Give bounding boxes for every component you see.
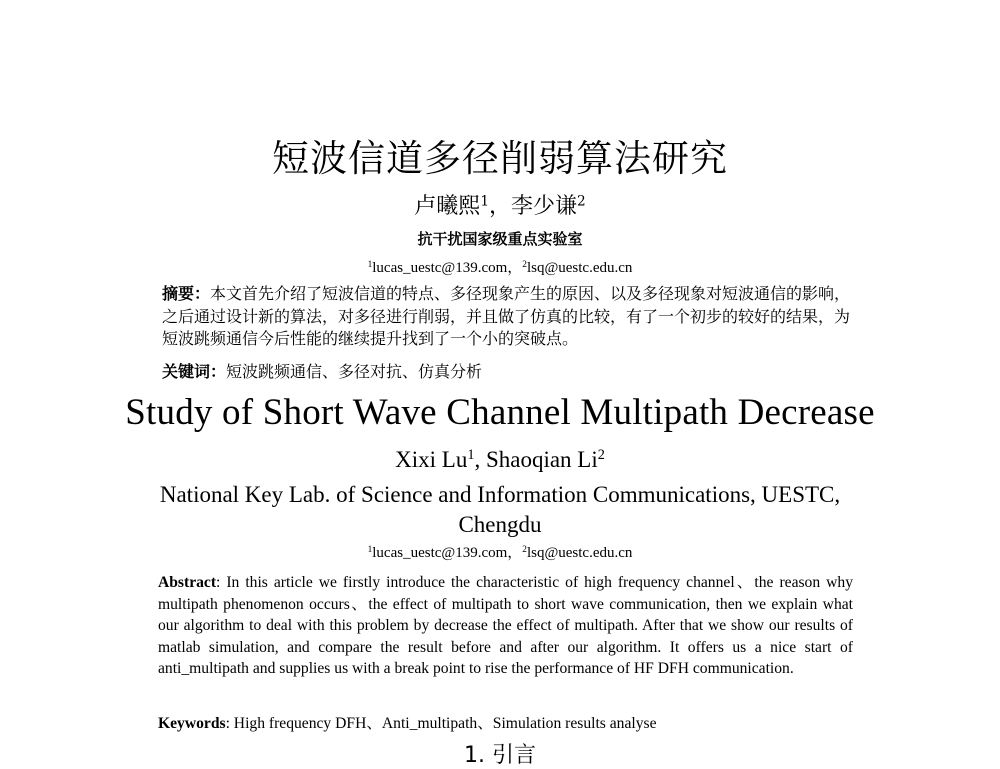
section-heading-introduction: 1. 引言 [464, 743, 536, 768]
chinese-emails [0, 256, 1000, 277]
english-author-1-sup: 1 [467, 447, 475, 464]
english-email-1-sup: 1 [367, 544, 373, 555]
chinese-affiliation: 抗干扰国家级重点实验室 [417, 230, 583, 248]
chinese-email-1: lucas_uestc@139.com， [372, 260, 523, 276]
chinese-keywords-text: 短波跳频通信、多径对抗、仿真分析 [226, 362, 483, 381]
chinese-author-1-sup: 1 [480, 193, 489, 210]
english-author-2: Shaoqian Li [485, 447, 598, 472]
chinese-author-separator: ， [488, 194, 511, 219]
english-title: Study of Short Wave Channel Multipath Decrease [125, 392, 875, 433]
chinese-abstract-text: 本文首先介绍了短波信道的特点、多径现象产生的原因、以及多径现象对短波通信的影响，之后通过设计新的算法，对多径进行削弱，并且做了仿真的比较，有了一个初步的较好的结果，为短波跳频通信今后性能的继续提升找到了一个小的突破点。 [162, 284, 851, 348]
english-abstract [158, 572, 853, 680]
english-abstract-text: : In this article we firstly introduce the characteristic of high frequency channel、the reason why multipath phenomenon occurs、the effect of multipath to short wave communication, then we explain what our algorithm to deal with this problem by decrease the effect of multipath. After that we show our results of matlab simulation, and compare the result before and after our algorithm. It offers us a nice start of anti_multipath and supplies us with a break point to rise the performance of HF DFH communication. [158, 574, 853, 677]
english-email-2: lsq@uestc.edu.cn [526, 545, 633, 561]
english-affiliation: National Key Lab. of Science and Information Communications, UESTC, Chengdu [159, 482, 841, 537]
chinese-authors [0, 189, 1000, 220]
english-keywords-text: : High frequency DFH、Anti_multipath、Simulation results analyse [225, 715, 657, 732]
chinese-author-1: 卢曦熙 [414, 194, 481, 219]
english-abstract-label: Abstract [158, 574, 217, 591]
chinese-email-1-sup: 1 [367, 259, 373, 270]
chinese-author-2: 李少谦 [511, 194, 578, 219]
english-email-2-sup: 2 [522, 544, 527, 555]
english-author-1: Xixi Lu [395, 447, 468, 472]
english-keywords [158, 711, 853, 733]
english-email-1: lucas_uestc@139.com， [372, 545, 523, 561]
english-emails [0, 541, 1000, 562]
english-keywords-label: Keywords [158, 715, 226, 732]
chinese-title: 短波信道多径削弱算法研究 [272, 137, 728, 180]
chinese-abstract-label: 摘要： [162, 284, 211, 303]
chinese-keywords-label: 关键词： [162, 362, 227, 381]
chinese-email-2: lsq@uestc.edu.cn [526, 260, 633, 276]
chinese-keywords [162, 359, 852, 382]
chinese-email-2-sup: 2 [522, 259, 527, 270]
chinese-abstract [162, 283, 852, 351]
english-author-separator: , [474, 447, 486, 472]
english-author-2-sup: 2 [597, 447, 605, 464]
english-authors [0, 447, 1000, 473]
chinese-author-2-sup: 2 [577, 193, 586, 210]
